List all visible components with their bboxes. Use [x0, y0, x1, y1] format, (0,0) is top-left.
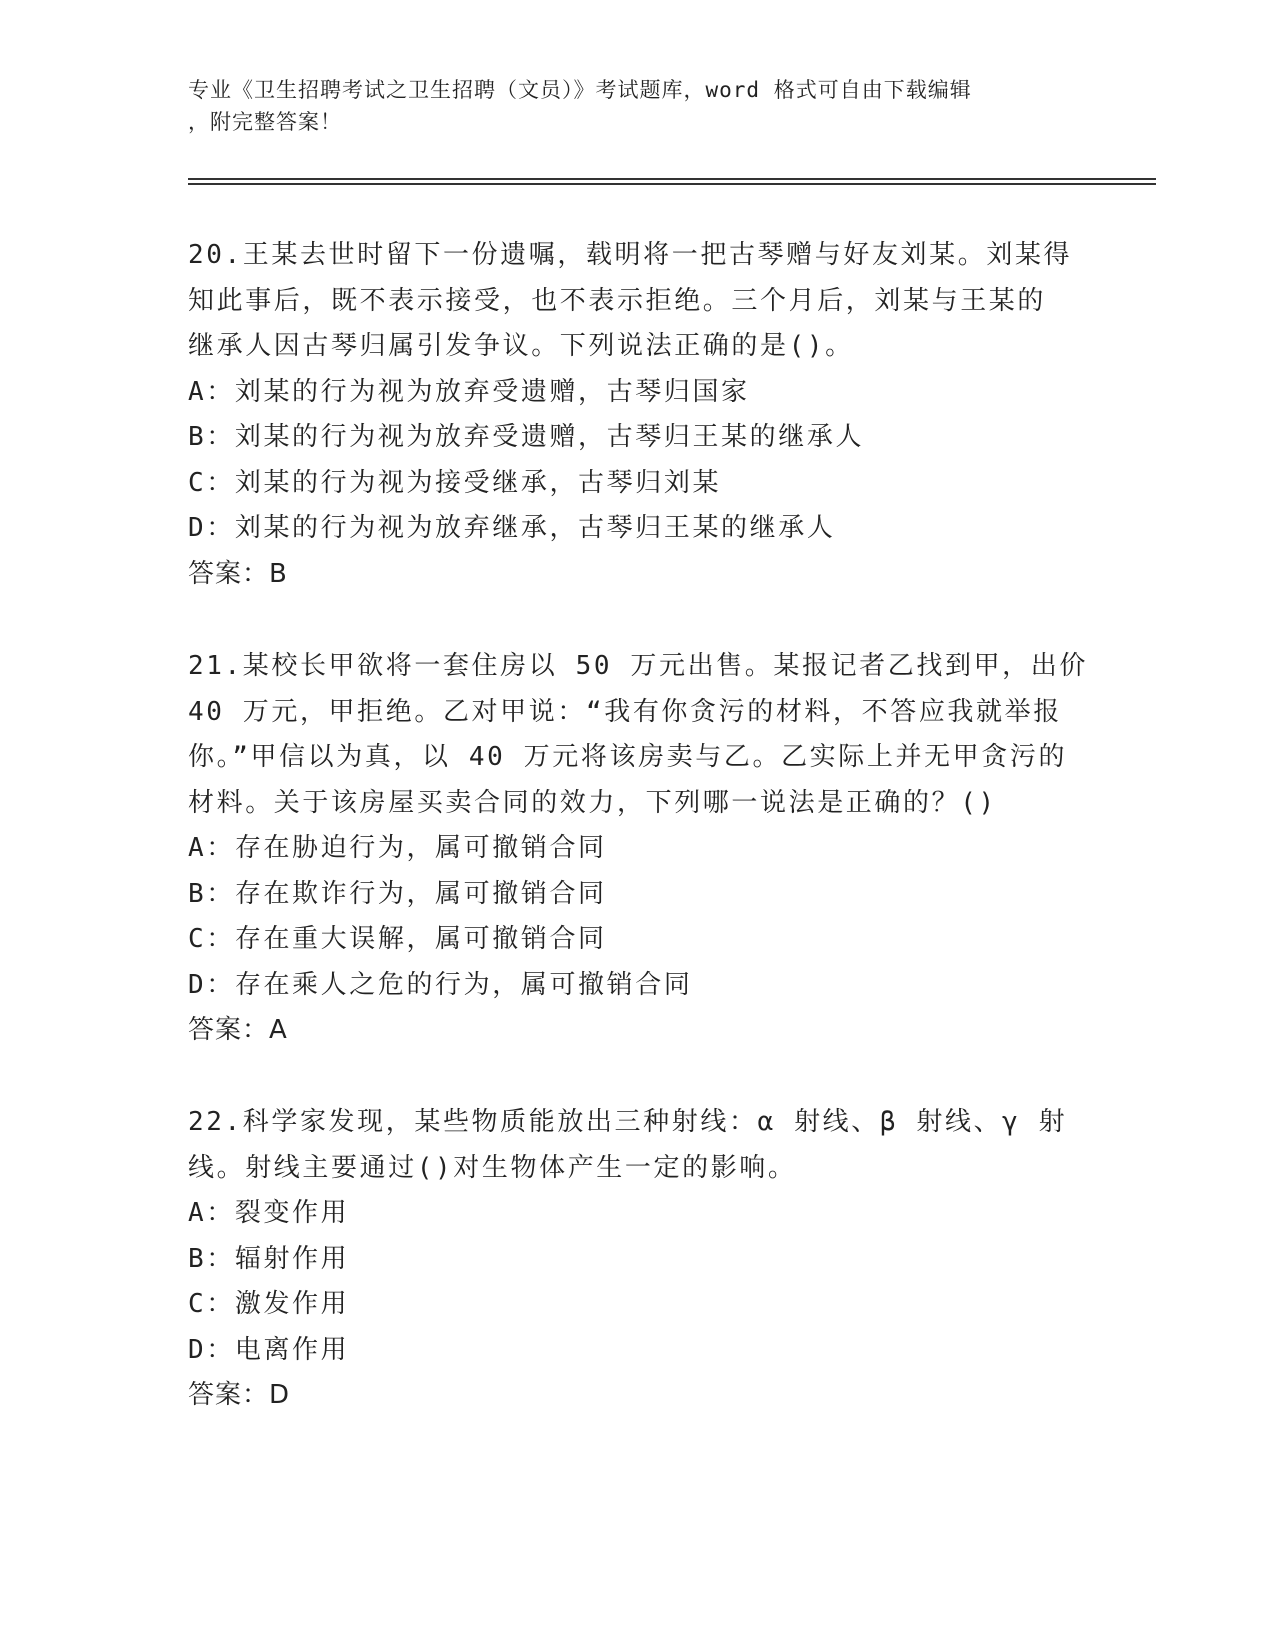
- stem-line: 22.科学家发现，某些物质能放出三种射线：α 射线、β 射线、γ 射: [188, 1107, 1068, 1137]
- header-divider-bottom: [188, 183, 1156, 185]
- option-a: A：裂变作用: [188, 1198, 350, 1228]
- question-20: [188, 233, 1088, 597]
- option-a: A：刘某的行为视为放弃受遗赠，古琴归国家: [188, 376, 750, 407]
- question-21: [188, 644, 1088, 1054]
- stem-line: 继承人因古琴归属引发争议。下列说法正确的是()。: [188, 331, 854, 361]
- stem-line: 线。射线主要通过()对生物体产生一定的影响。: [188, 1152, 797, 1183]
- question-stem: [188, 644, 1088, 826]
- document-header: [188, 74, 1068, 138]
- stem-line: 材料。关于该房屋买卖合同的效力，下列哪一说法是正确的？(): [188, 787, 997, 818]
- question-stem: [188, 1100, 1088, 1191]
- header-line-1: 专业《卫生招聘考试之卫生招聘（文员）》考试题库，word 格式可自由下载编辑: [188, 78, 972, 102]
- option-c: C：激发作用: [188, 1289, 350, 1319]
- stem-line: 知此事后，既不表示接受，也不表示拒绝。三个月后，刘某与王某的: [188, 285, 1047, 316]
- option-d: D：刘某的行为视为放弃继承，古琴归王某的继承人: [188, 513, 836, 543]
- option-a: A：存在胁迫行为，属可撤销合同: [188, 833, 607, 863]
- option-d: D：电离作用: [188, 1334, 350, 1365]
- answer: 答案：A: [188, 1015, 288, 1045]
- stem-line: 你。”甲信以为真，以 40 万元将该房卖与乙。乙实际上并无甲贪污的: [188, 742, 1068, 772]
- option-d: D：存在乘人之危的行为，属可撤销合同: [188, 969, 693, 1000]
- stem-line: 40 万元，甲拒绝。乙对甲说：“我有你贪污的材料，不答应我就举报: [188, 696, 1062, 727]
- option-c: C：存在重大误解，属可撤销合同: [188, 924, 607, 954]
- option-b: B：存在欺诈行为，属可撤销合同: [188, 878, 607, 909]
- answer: 答案：D: [188, 1380, 291, 1410]
- option-c: C：刘某的行为视为接受继承，古琴归刘某: [188, 467, 722, 498]
- option-b: B：辐射作用: [188, 1243, 350, 1274]
- question-stem: [188, 233, 1088, 370]
- header-divider-top: [188, 178, 1156, 180]
- answer: 答案：B: [188, 558, 288, 589]
- stem-line: 20.王某去世时留下一份遗嘱，载明将一把古琴赠与好友刘某。刘某得: [188, 240, 1073, 270]
- stem-line: 21.某校长甲欲将一套住房以 50 万元出售。某报记者乙找到甲，出价: [188, 651, 1088, 681]
- header-line-2: ，附完整答案！: [188, 110, 342, 134]
- question-22: [188, 1100, 1088, 1419]
- option-b: B：刘某的行为视为放弃受遗赠，古琴归王某的继承人: [188, 422, 865, 452]
